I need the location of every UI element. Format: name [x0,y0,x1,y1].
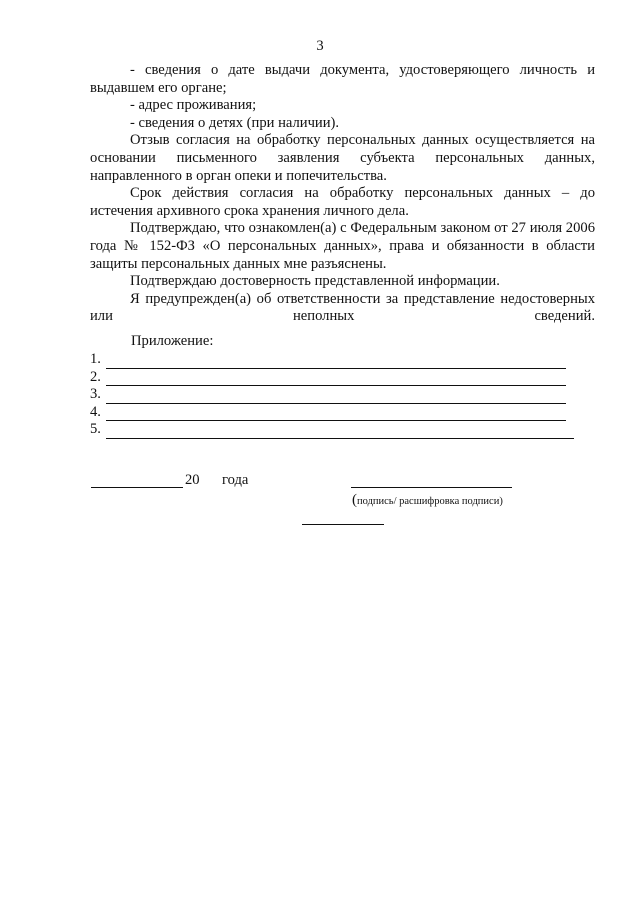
attachment-fill-line [106,355,566,369]
end-of-document-rule [302,524,384,525]
date-year-word: года [222,472,249,488]
paragraph-address: - адрес проживания; [130,97,257,114]
paragraph-law-acknowledgement: Подтверждаю, что ознакомлен(а) с Федеральным законом от 27 июля 2006 года № 152-ФЗ «О персональных данных», права и обязанности в области защиты персональных данных мне разъяснены. [90,220,595,272]
signature-blank-line [351,487,512,488]
paragraph-consent-term: Срок действия согласия на обработку персональных данных – до истечения архивного срока хранения личного дела. [90,185,595,219]
attachment-fill-line [106,425,574,439]
attachment-number: 3. [90,386,101,403]
date-blank-line [91,487,183,488]
date-year-prefix: 20 [185,472,200,488]
attachment-row [90,386,574,404]
attachments-list [90,351,574,439]
attachment-row [90,421,574,439]
paragraph-children: - сведения о детях (при наличии). [130,114,340,131]
page-number: 3 [316,38,324,54]
paragraph-issue-date: - сведения о дате выдачи документа, удостоверяющего личность и выдавшем его органе; [90,62,595,96]
attachment-row [90,404,574,422]
attachment-fill-line [106,390,566,404]
signature-caption-text: подпись/ расшифровка подписи) [357,496,503,507]
attachment-number: 2. [90,368,101,385]
attachment-fill-line [106,372,566,386]
paragraph-confirm-accuracy: Подтверждаю достоверность представленной информации. [130,273,500,290]
paragraph-liability-warning: Я предупрежден(а) об ответственности за представление недостоверных или неполных сведений. [90,290,595,325]
signature-caption-paren: ( [352,492,357,508]
consent-body-text [90,62,595,326]
attachment-number: 4. [90,403,101,420]
attachment-fill-line [106,407,566,421]
attachment-row [90,369,574,387]
attachment-number: 1. [90,351,101,367]
paragraph-consent-withdrawal: Отзыв согласия на обработку персональных данных осуществляется на основании письменного заявления субъекта персональных данных, направленного в орган опеки и попечительства. [90,132,595,184]
attachments-title: Приложение: [131,333,214,349]
signature-caption [352,492,503,509]
attachment-number: 5. [90,421,101,438]
attachment-row [90,351,574,369]
